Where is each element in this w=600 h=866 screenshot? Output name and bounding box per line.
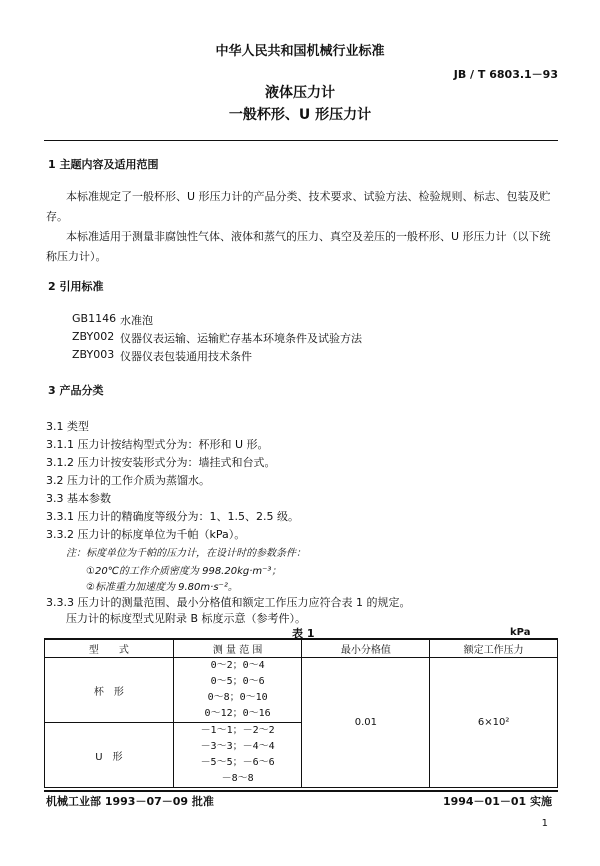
clause-line: 压力计的标度型式见附录 B 标度示意（参考件）。 bbox=[66, 612, 307, 625]
section-1-paragraph-2: 本标准适用于测量非腐蚀性气体、液体和蒸气的压力、真空及差压的一般杯形、U 形压力计（以下统 bbox=[66, 230, 551, 243]
page-number: 1 bbox=[541, 818, 548, 829]
section-1-paragraph-1: 本标准规定了一般杯形、U 形压力计的产品分类、技术要求、试验方法、检验规则、标志、包装及贮 bbox=[66, 190, 551, 203]
table-unit: kPa bbox=[510, 627, 531, 638]
clause-line: 3.3.3 压力计的测量范围、最小分格值和额定工作压力应符合表 1 的规定。 bbox=[46, 596, 411, 609]
range-value: 0～12；0～16 bbox=[204, 708, 271, 719]
range-value: 0～8；0～10 bbox=[207, 692, 268, 703]
cell-rated-pressure: 6×10² bbox=[430, 658, 558, 788]
row-type-cup: 杯 形 bbox=[45, 658, 174, 723]
reference-code: ZBY003 bbox=[72, 348, 115, 361]
section-3-heading: 3 产品分类 bbox=[48, 384, 104, 397]
note-item: ②标准重力加速度为 9.80m·s⁻²。 bbox=[86, 582, 238, 593]
section-1-heading: 1 主题内容及适用范围 bbox=[48, 158, 159, 171]
reference-code: GB1146 bbox=[72, 312, 117, 325]
row-type-u: U 形 bbox=[45, 723, 174, 788]
clause-line: 3.3.2 压力计的标度单位为千帕（kPa）。 bbox=[46, 528, 246, 541]
reference-code: ZBY002 bbox=[72, 330, 115, 343]
section-2-heading: 2 引用标准 bbox=[48, 280, 104, 293]
header-min-division: 最小分格值 bbox=[302, 639, 430, 658]
section-1-paragraph-1-cont: 存。 bbox=[46, 210, 68, 223]
clause-line: 3.2 压力计的工作介质为蒸馏水。 bbox=[46, 474, 210, 487]
section-1-paragraph-2-cont: 称压力计）。 bbox=[46, 250, 107, 263]
clause-line: 3.1.2 压力计按安装形式分为：墙挂式和台式。 bbox=[46, 456, 276, 469]
cell-min-division: 0.01 bbox=[302, 658, 430, 788]
note-item: ①20℃的工作介质密度为 998.20kg·m⁻³； bbox=[86, 566, 282, 577]
range-value: －3～3；－4～4 bbox=[200, 741, 275, 752]
approval-date: 机械工业部 1993－07－09 批准 bbox=[46, 795, 214, 808]
reference-title: 仪器仪表包装通用技术条件 bbox=[120, 350, 252, 363]
range-value: －1～1；－2～2 bbox=[200, 725, 275, 736]
clause-line: 3.3.1 压力计的精确度等级分为：1、1.5、2.5 级。 bbox=[46, 510, 299, 523]
issuing-organization: 中华人民共和国机械行业标准 bbox=[215, 44, 385, 59]
reference-title: 仪器仪表运输、运输贮存基本环境条件及试验方法 bbox=[120, 332, 362, 345]
note-title: 注：标度单位为千帕的压力计，在设计时的参数条件： bbox=[66, 548, 306, 559]
clause-line: 3.1.1 压力计按结构型式分为：杯形和 U 形。 bbox=[46, 438, 269, 451]
standard-number: JB / T 6803.1－93 bbox=[453, 68, 558, 81]
header-rated-pressure: 额定工作压力 bbox=[430, 639, 558, 658]
clause-line: 3.3 基本参数 bbox=[46, 492, 111, 505]
header-divider bbox=[44, 140, 558, 141]
implementation-date: 1994－01－01 实施 bbox=[442, 795, 552, 808]
header-type: 型 式 bbox=[45, 639, 174, 658]
range-value: 0～5；0～6 bbox=[210, 676, 265, 687]
clause-line: 3.1 类型 bbox=[46, 420, 89, 433]
cell-u-ranges bbox=[173, 723, 302, 788]
range-value: －5～5；－6～6 bbox=[200, 757, 275, 768]
reference-title: 水准泡 bbox=[120, 314, 153, 327]
range-value: －8～8 bbox=[221, 773, 254, 784]
footer-divider bbox=[44, 790, 558, 792]
specification-table bbox=[44, 638, 558, 788]
table-caption: 表 1 bbox=[292, 627, 315, 640]
header-range: 测 量 范 围 bbox=[173, 639, 302, 658]
document-subtitle: 一般杯形、U 形压力计 bbox=[228, 107, 372, 123]
range-value: 0～2；0～4 bbox=[210, 660, 265, 671]
document-title: 液体压力计 bbox=[265, 85, 335, 101]
cell-cup-ranges bbox=[173, 658, 302, 723]
